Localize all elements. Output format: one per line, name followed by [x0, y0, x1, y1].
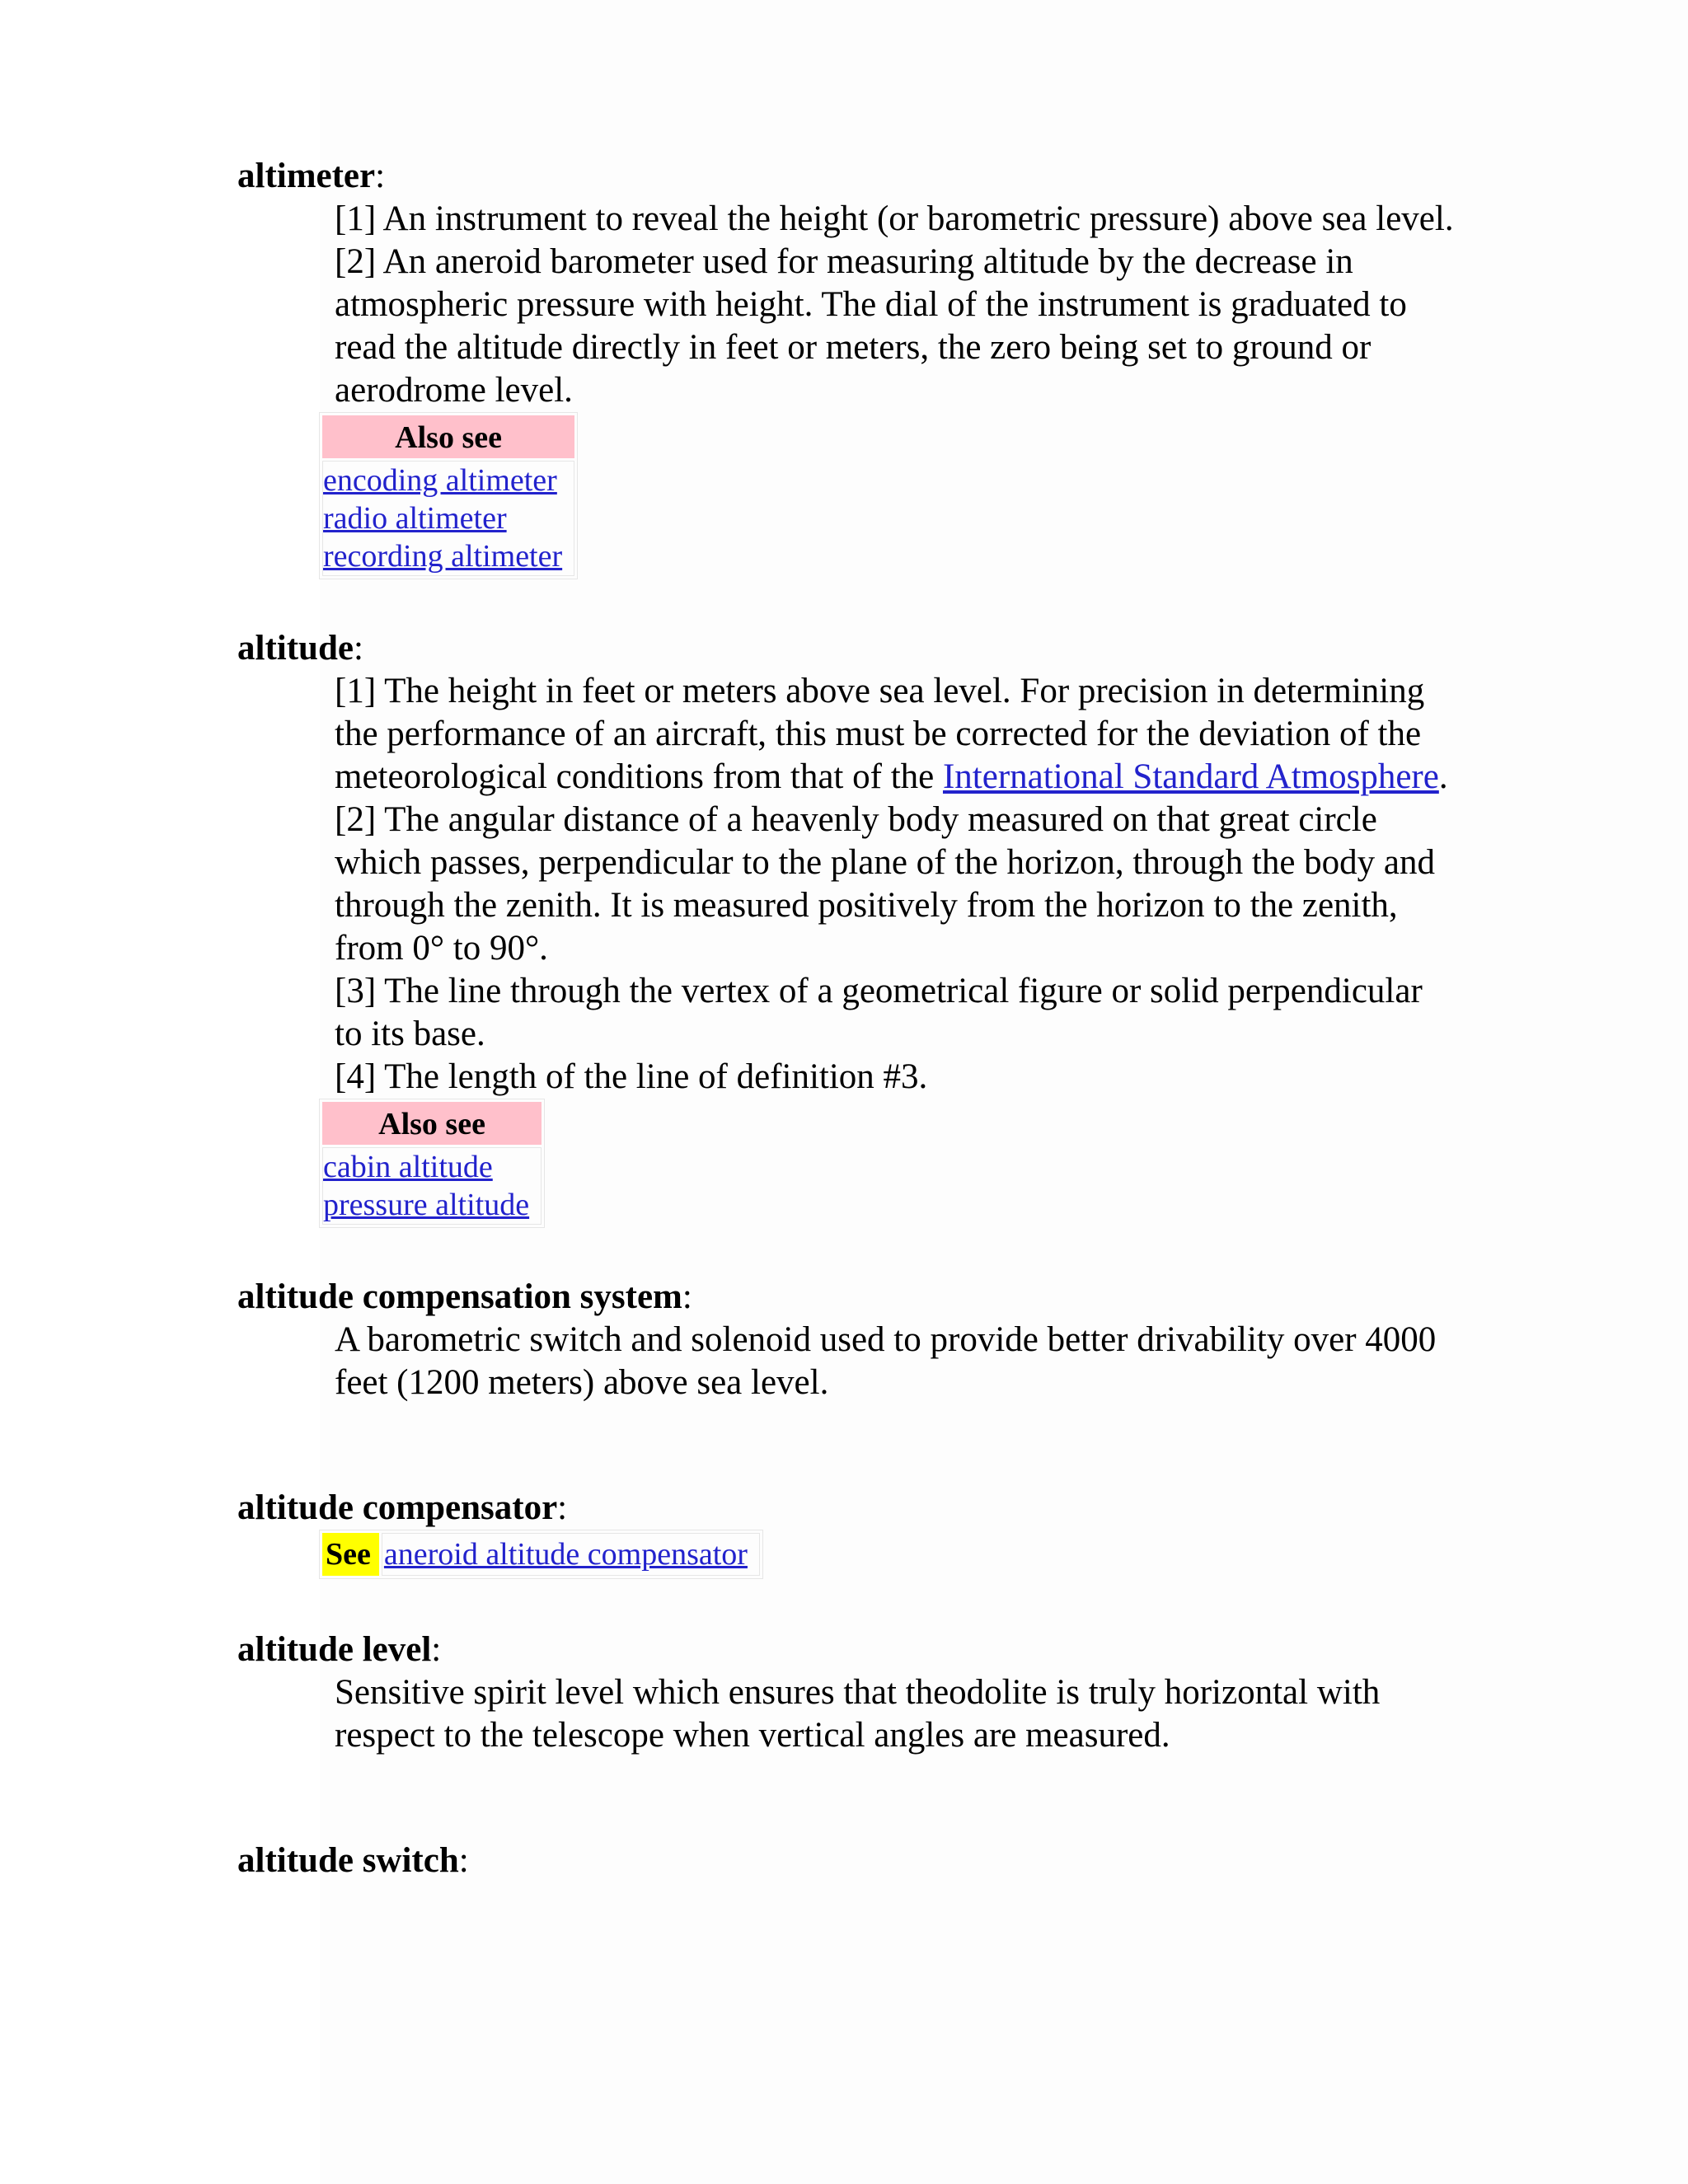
term-colon: : — [431, 1630, 442, 1669]
also-see-header: Also see — [322, 415, 574, 458]
also-see-link-radio-altimeter[interactable]: radio altimeter — [323, 501, 507, 536]
definitions — [335, 1671, 1457, 1757]
term-heading — [237, 627, 1457, 670]
term-text: altitude compensation system — [237, 1277, 682, 1316]
also-see-header: Also see — [322, 1102, 542, 1145]
see-label: See — [322, 1533, 379, 1576]
also-see-link-pressure-altitude[interactable]: pressure altitude — [323, 1188, 530, 1222]
also-see-link-recording-altimeter[interactable]: recording altimeter — [323, 539, 563, 574]
term-colon: : — [458, 1841, 469, 1880]
term-heading — [237, 1276, 1457, 1319]
definition: Sensitive spirit level which ensures that theodolite is truly horizontal with respect to the telescope when vertical angles are measured. — [335, 1673, 1381, 1755]
definition-4: [4] The length of the line of definition #3. — [335, 1057, 928, 1096]
also-see-box — [319, 1099, 545, 1228]
term-colon: : — [682, 1277, 692, 1316]
entry-altitude-switch — [237, 1840, 1457, 1882]
link-international-standard-atmosphere[interactable]: International Standard Atmosphere — [942, 757, 1439, 796]
term-heading — [237, 1487, 1457, 1530]
definitions — [335, 1319, 1457, 1404]
term-text: altitude switch — [237, 1841, 459, 1880]
definition: A barometric switch and solenoid used to provide better drivability over 4000 feet (1200 meters) above sea level. — [335, 1320, 1437, 1402]
term-colon: : — [557, 1488, 568, 1527]
entry-altitude-compensator — [237, 1487, 1457, 1579]
also-see-links — [322, 1147, 542, 1225]
definition-1: [1] An instrument to reveal the height (or barometric pressure) above sea level. — [335, 199, 1454, 238]
term-heading — [237, 1840, 1457, 1882]
entry-altimeter — [237, 155, 1457, 579]
also-see-link-encoding-altimeter[interactable]: encoding altimeter — [323, 463, 557, 498]
term-text: altimeter — [237, 157, 376, 195]
definition-1 — [335, 670, 1457, 799]
definitions — [335, 198, 1457, 412]
term-heading — [237, 155, 1457, 198]
term-text: altitude level — [237, 1630, 432, 1669]
term-colon: : — [375, 157, 386, 195]
entry-altitude — [237, 627, 1457, 1228]
definition-1-text: [1] The height in feet or meters above sea level. For precision in determining the performance of an aircraft, this must be corrected for the deviation of the meteorological conditions from that of the — [335, 672, 1425, 796]
glossary-document — [237, 155, 1457, 1882]
see-box — [319, 1530, 763, 1579]
also-see-link-cabin-altitude[interactable]: cabin altitude — [323, 1150, 493, 1184]
term-colon: : — [353, 629, 363, 668]
definitions — [335, 670, 1457, 1099]
definition-2: [2] The angular distance of a heavenly body measured on that great circle which passes, perpendicular to the plane of the horizon, through the body and through the zenith. It is measured positively from the horizon to the zenith, from 0° to 90°. — [335, 800, 1436, 968]
definition-3: [3] The line through the vertex of a geometrical figure or solid perpendicular to its base. — [335, 972, 1423, 1053]
definition-2: [2] An aneroid barometer used for measuring altitude by the decrease in atmospheric pressure with height. The dial of the instrument is graduated to read the altitude directly in feet or meters, the zero being set to ground or aerodrome level. — [335, 242, 1407, 410]
also-see-links — [322, 461, 574, 576]
term-text: altitude — [237, 629, 354, 668]
see-link-aneroid-altitude-compensator[interactable]: aneroid altitude compensator — [383, 1537, 748, 1572]
see-link-cell — [382, 1533, 760, 1576]
term-heading — [237, 1629, 1457, 1671]
definition-1-period: . — [1438, 757, 1448, 796]
also-see-box — [319, 412, 578, 579]
entry-altitude-compensation-system — [237, 1276, 1457, 1404]
term-text: altitude compensator — [237, 1488, 558, 1527]
entry-altitude-level — [237, 1629, 1457, 1757]
